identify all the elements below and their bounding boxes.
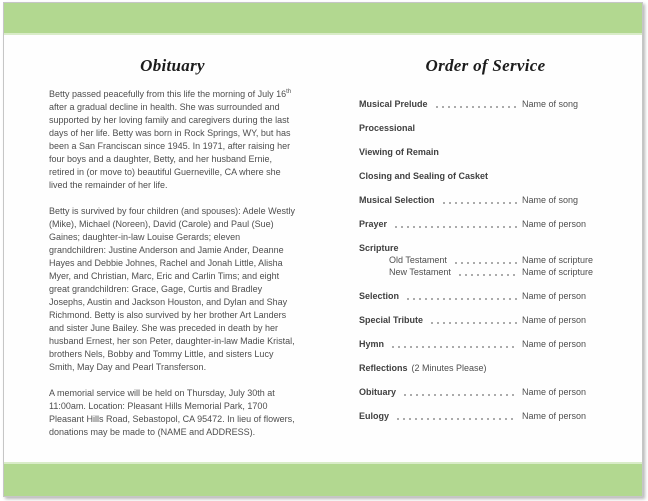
order-of-service-page [323, 35, 642, 462]
dot-leader [430, 315, 517, 326]
order-item-hymn [359, 339, 612, 350]
order-item-eulogy [359, 411, 612, 422]
item-label: Musical Prelude [359, 99, 428, 109]
item-value: Name of person [522, 411, 587, 421]
item-label: Prayer [359, 219, 388, 229]
sub-item-label: Old Testament [389, 255, 447, 265]
obituary-paragraph-2: Betty is survived by four children (and spouses): Adele Westly (Mike), Michael (Noreen), David (Carole) and Paul (Sue) Gaines; daughter-in-law Louise Gerards; eleven grandchildren: Justine Anderson and Jamie Ander, Deanne Hayes and Debbie Johnes, Rachel and Jonah Little, Alisha Myer, and Christian, Marc, Eric and Carlin Tims; and eight great grandchildren: Grace, Gage, Curtis and Bradley Josephs, Austin and Jackson Houston, and Dylan and Shay Richmond. Betty is also survived by her brother Art Landers and sister June Bailey. She was preceded in death by her husband Ernest, her son Peter, daughter-in-law Madie Kristal, brothers Nels, Bobby and Tommy Little, and sisters Lucy Smith, May Day and Pearl Transferson. [49, 206, 295, 372]
order-of-service-title: Order of Service [425, 56, 546, 75]
item-label: Processional [359, 123, 416, 133]
order-item-viewing-of-remain [359, 147, 612, 158]
order-item-musical-prelude [359, 99, 612, 110]
dot-leader [458, 267, 517, 278]
order-item-reflections [359, 363, 612, 374]
sub-item-label: New Testament [389, 267, 451, 277]
item-label: Selection [359, 291, 400, 301]
order-item-scripture [359, 243, 612, 278]
item-value: Name of person [522, 339, 587, 349]
obituary-page [4, 35, 323, 462]
scripture-header-row [359, 243, 612, 254]
dot-leader [391, 339, 517, 350]
two-page-spread [4, 35, 642, 462]
scripture-sub-row-new-testament [389, 267, 612, 278]
bottom-green-band [4, 462, 642, 496]
item-label: Hymn [359, 339, 385, 349]
item-value: Name of person [522, 219, 587, 229]
dot-leader [442, 195, 517, 206]
order-item-selection [359, 291, 612, 302]
obituary-p1-text: Betty passed peacefully from this life the morning of July 16 [49, 89, 287, 99]
obituary-paragraph-1 [49, 88, 296, 192]
obituary-text-block [49, 88, 296, 439]
item-value: Name of person [522, 291, 587, 301]
dot-leader [403, 387, 517, 398]
item-value: Name of song [522, 99, 579, 109]
scripture-sub-row-old-testament [389, 255, 612, 266]
ordinal-superscript: th [286, 89, 292, 95]
dot-leader [454, 255, 517, 266]
obituary-title: Obituary [140, 56, 205, 75]
item-label: Reflections [359, 363, 408, 373]
dot-leader [396, 411, 517, 422]
item-value: Name of person [522, 387, 587, 397]
dot-leader [394, 219, 517, 230]
top-green-band [4, 3, 642, 35]
item-value: Name of person [522, 315, 587, 325]
order-item-closing-and-sealing [359, 171, 612, 182]
dot-leader [435, 99, 517, 110]
program-sheet [3, 2, 643, 497]
item-label: Scripture [359, 243, 399, 253]
order-of-service-list [359, 99, 612, 422]
dot-leader [406, 291, 517, 302]
order-item-obituary [359, 387, 612, 398]
order-item-prayer [359, 219, 612, 230]
obituary-paragraph-3: A memorial service will be held on Thursday, July 30th at 11:00am. Location: Pleasant Hills Memorial Park, 1700 Pleasant Hills Road, Sebastopol, CA 95472. In lieu of flowers, donations may be made to (NAME and ADDRESS). [49, 388, 295, 437]
sub-item-value: Name of scripture [522, 255, 594, 265]
order-item-musical-selection [359, 195, 612, 206]
item-value: Name of song [522, 195, 579, 205]
item-label: Special Tribute [359, 315, 424, 325]
sub-item-value: Name of scripture [522, 267, 594, 277]
order-item-processional [359, 123, 612, 134]
item-label: Obituary [359, 387, 397, 397]
order-item-special-tribute [359, 315, 612, 326]
item-label: Musical Selection [359, 195, 435, 205]
obituary-p1-text-continued: after a gradual decline in health. She was surrounded and supported by her loving family and caregivers during the last days of her life. Betty was born in Rock Springs, WY, but has been a San Franciscan since 1945. In 1971, after raising her four boys and a daughter, Betty, and her husband Ernie, retired in (or move to) beautiful Guerneville, CA where she lived the remainder of her life. [49, 102, 291, 190]
item-label: Viewing of Remain [359, 147, 439, 157]
item-label: Closing and Sealing of Casket [359, 171, 489, 181]
item-note: (2 Minutes Please) [411, 363, 487, 373]
item-label: Eulogy [359, 411, 390, 421]
